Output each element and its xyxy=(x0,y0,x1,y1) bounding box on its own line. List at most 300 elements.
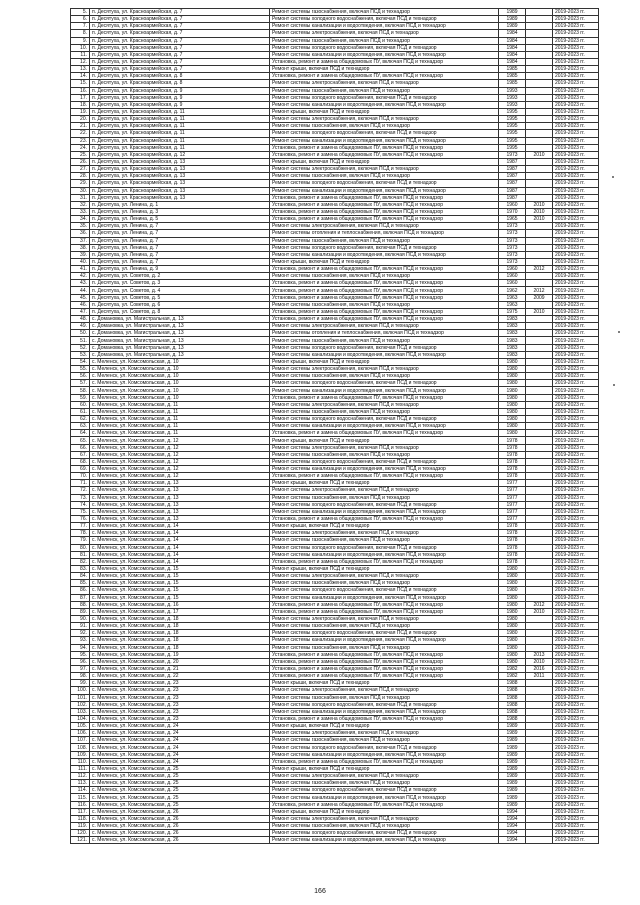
planned-period-cell: 2019-2023 гг. xyxy=(553,794,599,801)
address-cell: с. Меленск, ул. Комсомольская, д. 15 xyxy=(90,594,270,601)
year-built-cell: 1980 xyxy=(499,644,526,651)
last-repair-year-cell xyxy=(526,194,553,201)
table-row xyxy=(71,687,599,694)
last-repair-year-cell xyxy=(526,223,553,230)
last-repair-year-cell xyxy=(526,187,553,194)
work-type-cell: Ремонт системы канализации и водоотведения, включая ПСД и технадзор xyxy=(270,423,499,430)
planned-period-cell: 2019-2023 гг. xyxy=(553,9,599,16)
last-repair-year-cell xyxy=(526,623,553,630)
row-number: 43. xyxy=(71,280,90,287)
address-cell: с. Меленск, ул. Комсомольская, д. 26 xyxy=(90,815,270,822)
year-built-cell: 1983 xyxy=(499,337,526,344)
work-type-cell: Ремонт системы холодного водоснабжения, включая ПСД и технадзор xyxy=(270,94,499,101)
row-number: 5. xyxy=(71,9,90,16)
planned-period-cell: 2019-2023 гг. xyxy=(553,444,599,451)
work-type-cell: Ремонт крыши, включая ПСД и технадзор xyxy=(270,358,499,365)
year-built-cell: 1978 xyxy=(499,451,526,458)
year-built-cell: 1988 xyxy=(499,715,526,722)
work-type-cell: Ремонт крыши, включая ПСД и технадзор xyxy=(270,565,499,572)
planned-period-cell: 2019-2023 гг. xyxy=(553,780,599,787)
work-type-cell: Ремонт системы канализации и водоотведения, включая ПСД и технадзор xyxy=(270,751,499,758)
address-cell: с. Меленск, ул. Комсомольская, д. 12 xyxy=(90,437,270,444)
year-built-cell: 1980 xyxy=(499,658,526,665)
work-type-cell: Ремонт системы канализации и водоотведения, включая ПСД и технадзор xyxy=(270,551,499,558)
work-type-cell: Ремонт крыши, включая ПСД и технадзор xyxy=(270,437,499,444)
row-number: 105. xyxy=(71,723,90,730)
planned-period-cell: 2019-2023 гг. xyxy=(553,316,599,323)
address-cell: с. Меленск, ул. Комсомольская, д. 25 xyxy=(90,773,270,780)
row-number: 82. xyxy=(71,558,90,565)
last-repair-year-cell xyxy=(526,94,553,101)
planned-period-cell: 2019-2023 гг. xyxy=(553,37,599,44)
last-repair-year-cell xyxy=(526,830,553,837)
planned-period-cell: 2019-2023 гг. xyxy=(553,601,599,608)
work-type-cell: Установка, ремонт и замена общедомовых ПУ, включая ПСД и технадзор xyxy=(270,280,499,287)
table-row xyxy=(71,108,599,115)
year-built-cell: 1973 xyxy=(499,230,526,237)
row-number: 65. xyxy=(71,437,90,444)
work-type-cell: Ремонт системы газоснабжения, включая ПСД и технадзор xyxy=(270,644,499,651)
address-cell: п. Десятуха, ул. Советов, д. 3 xyxy=(90,280,270,287)
planned-period-cell: 2019-2023 гг. xyxy=(553,330,599,337)
planned-period-cell: 2019-2023 гг. xyxy=(553,273,599,280)
year-built-cell: 1980 xyxy=(499,380,526,387)
planned-period-cell: 2019-2023 гг. xyxy=(553,380,599,387)
table-row xyxy=(71,387,599,394)
address-cell: п. Десятуха, ул. Советов, д. 2 xyxy=(90,273,270,280)
address-cell: п. Десятуха, ул. Красноармейская, д. 11 xyxy=(90,116,270,123)
last-repair-year-cell xyxy=(526,387,553,394)
planned-period-cell: 2019-2023 гг. xyxy=(553,87,599,94)
address-cell: п. Десятуха, ул. Советов, д. 5 xyxy=(90,294,270,301)
row-number: 10. xyxy=(71,44,90,51)
work-type-cell: Ремонт системы электроснабжения, включая ПСД и технадзор xyxy=(270,323,499,330)
row-number: 88. xyxy=(71,601,90,608)
year-built-cell: 1988 xyxy=(499,694,526,701)
table-row xyxy=(71,208,599,215)
last-repair-year-cell xyxy=(526,480,553,487)
table-row xyxy=(71,266,599,273)
work-type-cell: Ремонт системы холодного водоснабжения, включая ПСД и технадзор xyxy=(270,787,499,794)
planned-period-cell: 2019-2023 гг. xyxy=(553,808,599,815)
address-cell: п. Десятуха, ул. Красноармейская, д. 13 xyxy=(90,173,270,180)
table-row xyxy=(71,201,599,208)
work-type-cell: Ремонт системы электроснабжения, включая ПСД и технадзор xyxy=(270,30,499,37)
table-row xyxy=(71,651,599,658)
year-built-cell: 1987 xyxy=(499,187,526,194)
last-repair-year-cell xyxy=(526,801,553,808)
last-repair-year-cell xyxy=(526,615,553,622)
work-type-cell: Ремонт крыши, включая ПСД и технадзор xyxy=(270,480,499,487)
address-cell: с. Меленск, ул. Комсомольская, д. 18 xyxy=(90,637,270,644)
row-number: 80. xyxy=(71,544,90,551)
planned-period-cell: 2019-2023 гг. xyxy=(553,416,599,423)
work-type-cell: Ремонт крыши, включая ПСД и технадзор xyxy=(270,523,499,530)
row-number: 19. xyxy=(71,108,90,115)
row-number: 20. xyxy=(71,116,90,123)
last-repair-year-cell xyxy=(526,23,553,30)
work-type-cell: Ремонт системы отопления и теплоснабжения, включая ПСД и технадзор xyxy=(270,330,499,337)
address-cell: п. Десятуха, ул. Ленина, д. 9 xyxy=(90,266,270,273)
year-built-cell: 1977 xyxy=(499,508,526,515)
last-repair-year-cell xyxy=(526,230,553,237)
work-type-cell: Ремонт системы газоснабжения, включая ПСД и технадзор xyxy=(270,37,499,44)
row-number: 106. xyxy=(71,730,90,737)
row-number: 98. xyxy=(71,673,90,680)
work-type-cell: Ремонт системы газоснабжения, включая ПСД и технадзор xyxy=(270,301,499,308)
row-number: 84. xyxy=(71,573,90,580)
address-cell: п. Десятуха, ул. Красноармейская, д. 11 xyxy=(90,137,270,144)
last-repair-year-cell xyxy=(526,551,553,558)
planned-period-cell: 2019-2023 гг. xyxy=(553,23,599,30)
planned-period-cell: 2019-2023 гг. xyxy=(553,765,599,772)
address-cell: с. Меленск, ул. Комсомольская, д. 21 xyxy=(90,665,270,672)
table-row xyxy=(71,223,599,230)
address-cell: с. Домановка, ул. Магистральная, д. 13 xyxy=(90,344,270,351)
address-cell: с. Меленск, ул. Комсомольская, д. 25 xyxy=(90,801,270,808)
planned-period-cell: 2019-2023 гг. xyxy=(553,201,599,208)
address-cell: п. Десятуха, ул. Красноармейская, д. 9 xyxy=(90,101,270,108)
row-number: 7. xyxy=(71,23,90,30)
last-repair-year-cell xyxy=(526,494,553,501)
last-repair-year-cell xyxy=(526,366,553,373)
work-type-cell: Ремонт системы холодного водоснабжения, включая ПСД и технадзор xyxy=(270,458,499,465)
year-built-cell: 1988 xyxy=(499,708,526,715)
work-type-cell: Ремонт системы канализации и водоотведения, включая ПСД и технадзор xyxy=(270,637,499,644)
address-cell: с. Меленск, ул. Комсомольская, д. 12 xyxy=(90,451,270,458)
address-cell: с. Меленск, ул. Комсомольская, д. 24 xyxy=(90,737,270,744)
last-repair-year-cell xyxy=(526,380,553,387)
planned-period-cell: 2019-2023 гг. xyxy=(553,80,599,87)
row-number: 57. xyxy=(71,380,90,387)
work-type-cell: Установка, ремонт и замена общедомовых ПУ, включая ПСД и технадзор xyxy=(270,201,499,208)
work-type-cell: Ремонт системы холодного водоснабжения, включая ПСД и технадзор xyxy=(270,701,499,708)
row-number: 116. xyxy=(71,801,90,808)
address-cell: с. Меленск, ул. Комсомольская, д. 11 xyxy=(90,423,270,430)
last-repair-year-cell xyxy=(526,487,553,494)
table-row xyxy=(71,151,599,158)
last-repair-year-cell xyxy=(526,16,553,23)
planned-period-cell: 2019-2023 гг. xyxy=(553,223,599,230)
last-repair-year-cell xyxy=(526,237,553,244)
planned-period-cell: 2019-2023 гг. xyxy=(553,94,599,101)
last-repair-year-cell xyxy=(526,508,553,515)
work-type-cell: Ремонт системы газоснабжения, включая ПСД и технадзор xyxy=(270,173,499,180)
year-built-cell: 1970 xyxy=(499,208,526,215)
address-cell: с. Меленск, ул. Комсомольская, д. 11 xyxy=(90,416,270,423)
last-repair-year-cell xyxy=(526,408,553,415)
row-number: 40. xyxy=(71,258,90,265)
address-cell: с. Меленск, ул. Комсомольская, д. 23 xyxy=(90,715,270,722)
year-built-cell: 1989 xyxy=(499,23,526,30)
last-repair-year-cell xyxy=(526,108,553,115)
work-type-cell: Ремонт системы газоснабжения, включая ПСД и технадзор xyxy=(270,580,499,587)
row-number: 23. xyxy=(71,137,90,144)
table-row xyxy=(71,694,599,701)
planned-period-cell: 2019-2023 гг. xyxy=(553,294,599,301)
address-cell: с. Меленск, ул. Комсомольская, д. 10 xyxy=(90,394,270,401)
table-row xyxy=(71,287,599,294)
address-cell: с. Меленск, ул. Комсомольская, д. 13 xyxy=(90,508,270,515)
address-cell: с. Меленск, ул. Комсомольская, д. 26 xyxy=(90,837,270,844)
row-number: 61. xyxy=(71,408,90,415)
year-built-cell: 1985 xyxy=(499,66,526,73)
table-row xyxy=(71,580,599,587)
planned-period-cell: 2019-2023 гг. xyxy=(553,680,599,687)
address-cell: с. Меленск, ул. Комсомольская, д. 18 xyxy=(90,615,270,622)
row-number: 6. xyxy=(71,16,90,23)
row-number: 91. xyxy=(71,623,90,630)
year-built-cell: 1973 xyxy=(499,237,526,244)
planned-period-cell: 2019-2023 гг. xyxy=(553,594,599,601)
planned-period-cell: 2019-2023 гг. xyxy=(553,244,599,251)
row-number: 96. xyxy=(71,658,90,665)
address-cell: с. Меленск, ул. Комсомольская, д. 18 xyxy=(90,623,270,630)
table-row xyxy=(71,373,599,380)
planned-period-cell: 2019-2023 гг. xyxy=(553,501,599,508)
year-built-cell: 1978 xyxy=(499,473,526,480)
address-cell: с. Домановка, ул. Магистральная, д. 13 xyxy=(90,330,270,337)
work-type-cell: Ремонт системы электроснабжения, включая ПСД и технадзор xyxy=(270,487,499,494)
work-type-cell: Ремонт системы холодного водоснабжения, включая ПСД и технадзор xyxy=(270,130,499,137)
year-built-cell: 1973 xyxy=(499,223,526,230)
scan-speck xyxy=(612,176,614,178)
table-row xyxy=(71,116,599,123)
planned-period-cell: 2019-2023 гг. xyxy=(553,751,599,758)
address-cell: с. Меленск, ул. Комсомольская, д. 25 xyxy=(90,794,270,801)
last-repair-year-cell xyxy=(526,137,553,144)
row-number: 44. xyxy=(71,287,90,294)
planned-period-cell: 2019-2023 гг. xyxy=(553,216,599,223)
planned-period-cell: 2019-2023 гг. xyxy=(553,387,599,394)
work-type-cell: Установка, ремонт и замена общедомовых ПУ, включая ПСД и технадзор xyxy=(270,608,499,615)
last-repair-year-cell xyxy=(526,694,553,701)
work-type-cell: Установка, ремонт и замена общедомовых ПУ, включая ПСД и технадзор xyxy=(270,665,499,672)
work-type-cell: Установка, ремонт и замена общедомовых ПУ, включая ПСД и технадзор xyxy=(270,394,499,401)
address-cell: п. Десятуха, ул. Ленина, д. 7 xyxy=(90,230,270,237)
planned-period-cell: 2019-2023 гг. xyxy=(553,673,599,680)
address-cell: с. Меленск, ул. Комсомольская, д. 23 xyxy=(90,687,270,694)
table-row xyxy=(71,473,599,480)
last-repair-year-cell xyxy=(526,715,553,722)
row-number: 94. xyxy=(71,644,90,651)
row-number: 110. xyxy=(71,758,90,765)
year-built-cell: 1960 xyxy=(499,273,526,280)
year-built-cell: 1980 xyxy=(499,373,526,380)
year-built-cell: 1983 xyxy=(499,316,526,323)
address-cell: с. Меленск, ул. Комсомольская, д. 10 xyxy=(90,358,270,365)
year-built-cell: 1989 xyxy=(499,730,526,737)
address-cell: с. Меленск, ул. Комсомольская, д. 11 xyxy=(90,401,270,408)
year-built-cell: 1980 xyxy=(499,587,526,594)
address-cell: п. Десятуха, ул. Красноармейская, д. 8 xyxy=(90,80,270,87)
last-repair-year-cell: 2010 xyxy=(526,658,553,665)
work-type-cell: Ремонт системы холодного водоснабжения, включая ПСД и технадзор xyxy=(270,544,499,551)
last-repair-year-cell xyxy=(526,44,553,51)
year-built-cell: 1994 xyxy=(499,815,526,822)
planned-period-cell: 2019-2023 гг. xyxy=(553,66,599,73)
last-repair-year-cell xyxy=(526,401,553,408)
table-row xyxy=(71,251,599,258)
table-row xyxy=(71,73,599,80)
planned-period-cell: 2019-2023 гг. xyxy=(553,580,599,587)
year-built-cell: 1995 xyxy=(499,130,526,137)
year-built-cell: 1989 xyxy=(499,765,526,772)
row-number: 59. xyxy=(71,394,90,401)
year-built-cell: 1995 xyxy=(499,137,526,144)
work-type-cell: Ремонт системы холодного водоснабжения, включая ПСД и технадзор xyxy=(270,380,499,387)
year-built-cell: 1987 xyxy=(499,166,526,173)
scan-speck xyxy=(618,331,620,333)
table-row xyxy=(71,466,599,473)
table-row xyxy=(71,194,599,201)
year-built-cell: 1963 xyxy=(499,294,526,301)
last-repair-year-cell xyxy=(526,251,553,258)
address-cell: п. Десятуха, ул. Красноармейская, д. 7 xyxy=(90,58,270,65)
work-type-cell: Установка, ремонт и замена общедомовых ПУ, включая ПСД и технадзор xyxy=(270,58,499,65)
work-type-cell: Ремонт системы электроснабжения, включая ПСД и технадзор xyxy=(270,730,499,737)
table-row xyxy=(71,823,599,830)
year-built-cell: 1989 xyxy=(499,751,526,758)
table-row xyxy=(71,294,599,301)
table-row xyxy=(71,316,599,323)
planned-period-cell: 2019-2023 гг. xyxy=(553,487,599,494)
planned-period-cell: 2019-2023 гг. xyxy=(553,158,599,165)
row-number: 48. xyxy=(71,316,90,323)
planned-period-cell: 2019-2023 гг. xyxy=(553,430,599,437)
table-row xyxy=(71,508,599,515)
row-number: 118. xyxy=(71,815,90,822)
table-row xyxy=(71,273,599,280)
planned-period-cell: 2019-2023 гг. xyxy=(553,473,599,480)
year-built-cell: 1987 xyxy=(499,180,526,187)
planned-period-cell: 2019-2023 гг. xyxy=(553,537,599,544)
last-repair-year-cell xyxy=(526,444,553,451)
table-row xyxy=(71,180,599,187)
work-type-cell: Ремонт системы газоснабжения, включая ПСД и технадзор xyxy=(270,537,499,544)
year-built-cell: 1980 xyxy=(499,637,526,644)
address-cell: п. Десятуха, ул. Красноармейская, д. 7 xyxy=(90,66,270,73)
address-cell: с. Меленск, ул. Комсомольская, д. 10 xyxy=(90,366,270,373)
planned-period-cell: 2019-2023 гг. xyxy=(553,523,599,530)
address-cell: с. Меленск, ул. Комсомольская, д. 18 xyxy=(90,630,270,637)
year-built-cell: 1983 xyxy=(499,330,526,337)
table-row xyxy=(71,787,599,794)
address-cell: с. Меленск, ул. Комсомольская, д. 19 xyxy=(90,651,270,658)
address-cell: п. Десятуха, ул. Красноармейская, д. 11 xyxy=(90,108,270,115)
table-row xyxy=(71,23,599,30)
table-row xyxy=(71,244,599,251)
last-repair-year-cell xyxy=(526,794,553,801)
planned-period-cell: 2019-2023 гг. xyxy=(553,644,599,651)
last-repair-year-cell: 2012 xyxy=(526,287,553,294)
row-number: 53. xyxy=(71,351,90,358)
table-row xyxy=(71,765,599,772)
row-number: 52. xyxy=(71,344,90,351)
year-built-cell: 1978 xyxy=(499,466,526,473)
planned-period-cell: 2019-2023 гг. xyxy=(553,230,599,237)
year-built-cell: 1995 xyxy=(499,108,526,115)
work-type-cell: Ремонт системы канализации и водоотведения, включая ПСД и технадзор xyxy=(270,187,499,194)
table-row xyxy=(71,751,599,758)
address-cell: с. Меленск, ул. Комсомольская, д. 15 xyxy=(90,587,270,594)
year-built-cell: 1978 xyxy=(499,537,526,544)
year-built-cell: 1978 xyxy=(499,523,526,530)
address-cell: п. Десятуха, ул. Красноармейская, д. 13 xyxy=(90,158,270,165)
table-row xyxy=(71,487,599,494)
work-type-cell: Установка, ремонт и замена общедомовых ПУ, включая ПСД и технадзор xyxy=(270,758,499,765)
row-number: 15. xyxy=(71,80,90,87)
planned-period-cell: 2019-2023 гг. xyxy=(553,308,599,315)
year-built-cell: 1994 xyxy=(499,823,526,830)
row-number: 72. xyxy=(71,487,90,494)
work-type-cell: Ремонт системы холодного водоснабжения, включая ПСД и технадзор xyxy=(270,180,499,187)
planned-period-cell: 2019-2023 гг. xyxy=(553,637,599,644)
table-row xyxy=(71,137,599,144)
planned-period-cell: 2019-2023 гг. xyxy=(553,830,599,837)
planned-period-cell: 2019-2023 гг. xyxy=(553,323,599,330)
year-built-cell: 1980 xyxy=(499,565,526,572)
work-type-cell: Установка, ремонт и замена общедомовых ПУ, включая ПСД и технадзор xyxy=(270,558,499,565)
address-cell: п. Десятуха, ул. Красноармейская, д. 11 xyxy=(90,123,270,130)
table-row xyxy=(71,537,599,544)
year-built-cell: 1980 xyxy=(499,601,526,608)
row-number: 12. xyxy=(71,58,90,65)
work-type-cell: Ремонт крыши, включая ПСД и технадзор xyxy=(270,723,499,730)
address-cell: с. Меленск, ул. Комсомольская, д. 13 xyxy=(90,480,270,487)
last-repair-year-cell xyxy=(526,573,553,580)
year-built-cell: 1980 xyxy=(499,608,526,615)
year-built-cell: 1960 xyxy=(499,201,526,208)
work-type-cell: Ремонт системы электроснабжения, включая ПСД и технадзор xyxy=(270,366,499,373)
last-repair-year-cell xyxy=(526,458,553,465)
last-repair-year-cell xyxy=(526,51,553,58)
planned-period-cell: 2019-2023 гг. xyxy=(553,408,599,415)
address-cell: п. Десятуха, ул. Красноармейская, д. 7 xyxy=(90,37,270,44)
table-row xyxy=(71,323,599,330)
last-repair-year-cell xyxy=(526,144,553,151)
table-row xyxy=(71,630,599,637)
work-type-cell: Ремонт системы канализации и водоотведения, включая ПСД и технадзор xyxy=(270,387,499,394)
year-built-cell: 1989 xyxy=(499,787,526,794)
table-row xyxy=(71,558,599,565)
work-type-cell: Ремонт крыши, включая ПСД и технадзор xyxy=(270,765,499,772)
table-row xyxy=(71,715,599,722)
address-cell: п. Десятуха, ул. Красноармейская, д. 13 xyxy=(90,187,270,194)
work-type-cell: Ремонт системы холодного водоснабжения, включая ПСД и технадзор xyxy=(270,744,499,751)
work-type-cell: Установка, ремонт и замена общедомовых ПУ, включая ПСД и технадзор xyxy=(270,208,499,215)
work-type-cell: Ремонт системы газоснабжения, включая ПСД и технадзор xyxy=(270,87,499,94)
table-row xyxy=(71,30,599,37)
page-number: 166 xyxy=(314,888,326,895)
work-type-cell: Ремонт системы холодного водоснабжения, включая ПСД и технадзор xyxy=(270,244,499,251)
last-repair-year-cell xyxy=(526,758,553,765)
table-row xyxy=(71,344,599,351)
table-row xyxy=(71,44,599,51)
address-cell: с. Меленск, ул. Комсомольская, д. 12 xyxy=(90,473,270,480)
planned-period-cell: 2019-2023 гг. xyxy=(553,587,599,594)
last-repair-year-cell xyxy=(526,787,553,794)
row-number: 34. xyxy=(71,216,90,223)
row-number: 67. xyxy=(71,451,90,458)
last-repair-year-cell xyxy=(526,580,553,587)
row-number: 26. xyxy=(71,158,90,165)
planned-period-cell: 2019-2023 гг. xyxy=(553,701,599,708)
address-cell: с. Меленск, ул. Комсомольская, д. 15 xyxy=(90,580,270,587)
work-type-cell: Ремонт крыши, включая ПСД и технадзор xyxy=(270,258,499,265)
planned-period-cell: 2019-2023 гг. xyxy=(553,373,599,380)
table-row xyxy=(71,808,599,815)
